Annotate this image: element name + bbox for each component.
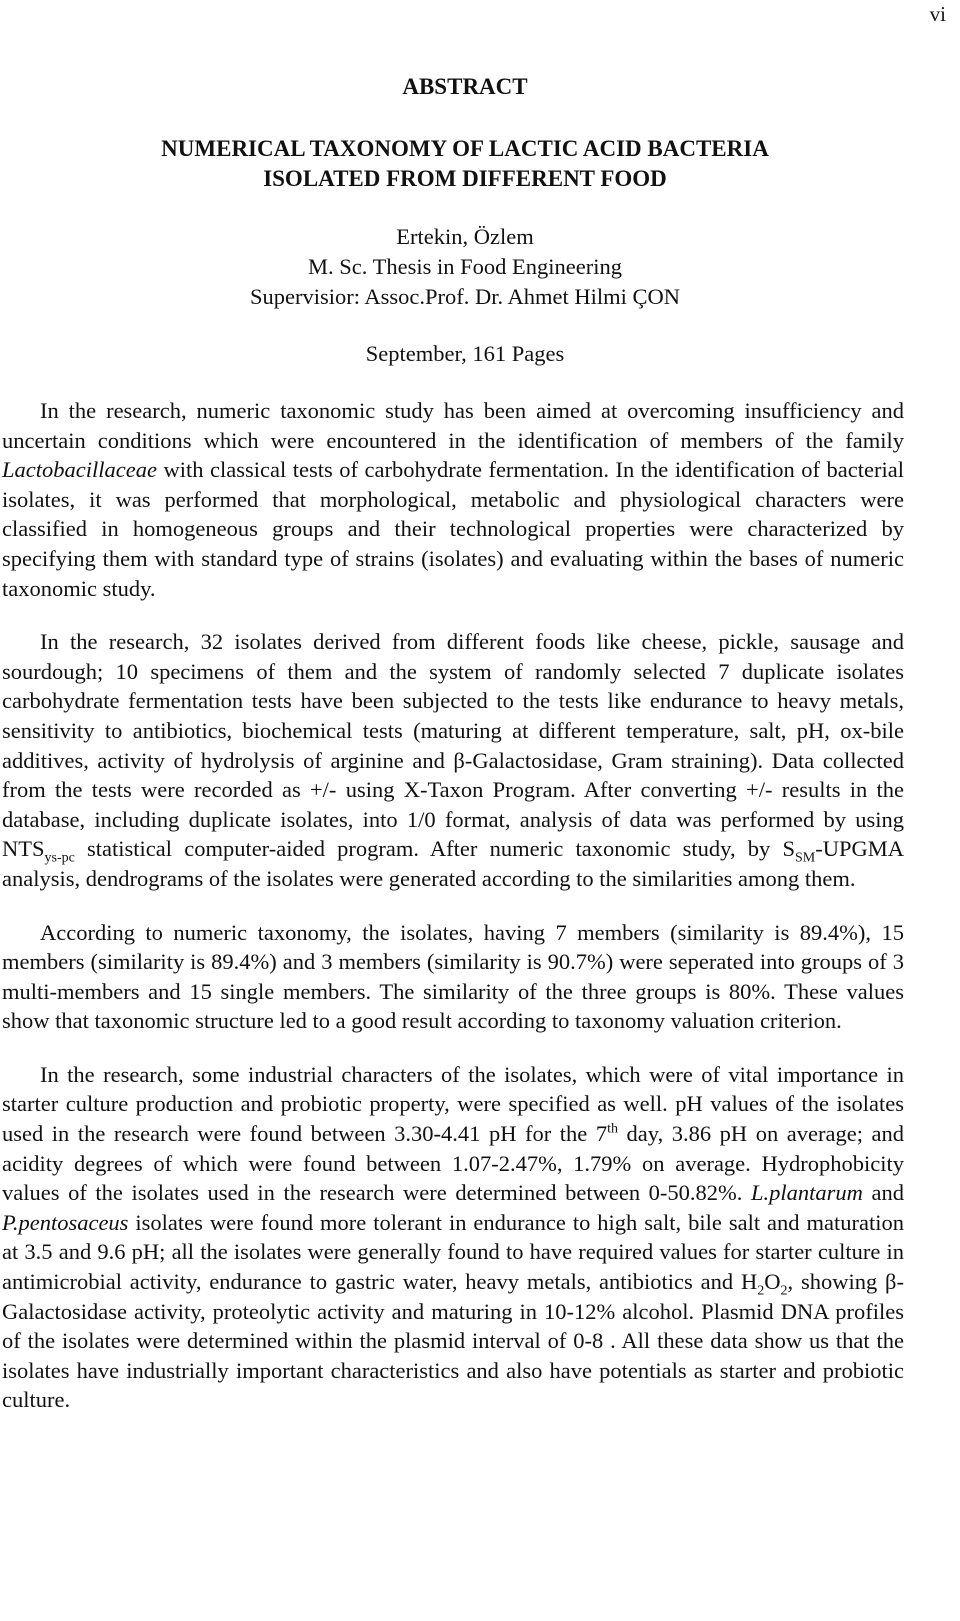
text-run: day, 3.86 pH on average; and acidity degrees of which were found between 1.07-2.47%, 1.79% on average. Hydrophobicity values of the isolates used in the research were determined between 0-50.82%. — [2, 1121, 904, 1206]
thesis-title — [0, 134, 930, 194]
degree-line: M. Sc. Thesis in Food Engineering — [308, 254, 622, 279]
subscript: SM — [795, 850, 816, 866]
text-run: -UPGMA analysis, dendrograms of the isolates were generated according to the similarities among them. — [2, 836, 904, 891]
subscript: 2 — [780, 1283, 788, 1299]
paragraph-4 — [2, 1060, 904, 1415]
supervisor-line: Supervisior: Assoc.Prof. Dr. Ahmet Hilmi ÇON — [249, 284, 680, 309]
date-pages: September, 161 Pages — [365, 341, 565, 366]
text-run: with classical tests of carbohydrate fermentation. In the identification of bacterial isolates, it was performed that morphological, metabolic and physiological characters were classified in homogeneous groups and their technological properties were characterized by specifying them with standard type of strains (isolates) and evaluating within the bases of numeric taxonomic study. — [2, 457, 904, 601]
thesis-title-line-2: ISOLATED FROM DIFFERENT FOOD — [263, 166, 667, 191]
paragraph-2 — [2, 627, 904, 893]
superscript: th — [607, 1121, 618, 1137]
abstract-heading: ABSTRACT — [402, 74, 528, 99]
text-run: and — [862, 1180, 904, 1206]
species-name: L.plantarum — [751, 1180, 863, 1206]
subscript: ys-pc — [44, 850, 75, 866]
text-run: statistical computer-aided program. After numeric taxonomic study, by S — [74, 836, 795, 862]
page-number: vi — [929, 2, 946, 26]
author-name: Ertekin, Özlem — [396, 224, 534, 249]
family-name: Lactobacillaceae — [2, 457, 157, 483]
text-run: In the research, some industrial characters of the isolates, which were of vital importance in starter culture production and probiotic property, were specified as well. pH values of the isolates used in the research were found between 3.30-4.41 pH for the 7 — [2, 1061, 904, 1147]
paragraph-1 — [2, 396, 904, 603]
text-run: In the research, 32 isolates derived from different foods like cheese, pickle, sausage and sourdough; 10 specimens of them and the system of randomly selected 7 duplicate isolates carbohydrate fermentation tests have been subjected to the tests like endurance to heavy metals, sensitivity to antibiotics, biochemical tests (maturing at different temperature, salt, pH, ox-bile additives, activity of hydrolysis of arginine and β-Galactosidase, Gram straining). Data collected from the tests were recorded as +/- using X-Taxon Program. After converting +/- results in the database, including duplicate isolates, into 1/0 format, analysis of data was performed by using NTS — [2, 629, 904, 862]
thesis-title-line-1: NUMERICAL TAXONOMY OF LACTIC ACID BACTERIA — [161, 136, 769, 161]
text-run: isolates were found more tolerant in endurance to high salt, bile salt and maturation at 3.5 and 9.6 pH; all the isolates were generally found to have required values for starter culture in antimicrobial activity, endurance to gastric water, heavy metals, antibiotics and H — [2, 1209, 904, 1295]
thesis-meta — [0, 222, 930, 312]
text-run: In the research, numeric taxonomic study has been aimed at overcoming insufficiency and uncertain conditions which were encountered in the identification of members of the family — [2, 398, 904, 453]
text-run: O — [764, 1269, 781, 1295]
subscript: 2 — [757, 1283, 765, 1299]
species-name: P.pentosaceus — [2, 1209, 129, 1235]
paragraph-3: According to numeric taxonomy, the isolates, having 7 members (similarity is 89.4%), 15 members (similarity is 89.4%) and 3 members (similarity is 90.7%) were seperated into groups of 3 multi-members and 15 single members. The similarity of the three groups is 80%. These values show that taxonomic structure led to a good result according to taxonomy valuation criterion. — [2, 919, 904, 1034]
abstract-body — [2, 396, 904, 1415]
text-run: , showing β-Galactosidase activity, proteolytic activity and maturing in 10-12% alcohol. Plasmid DNA profiles of the isolates were determined within the plasmid interval of 0-8 . All these data show us that the isolates have industrially important characteristics and also have potentials as starter and probiotic culture. — [2, 1269, 904, 1413]
